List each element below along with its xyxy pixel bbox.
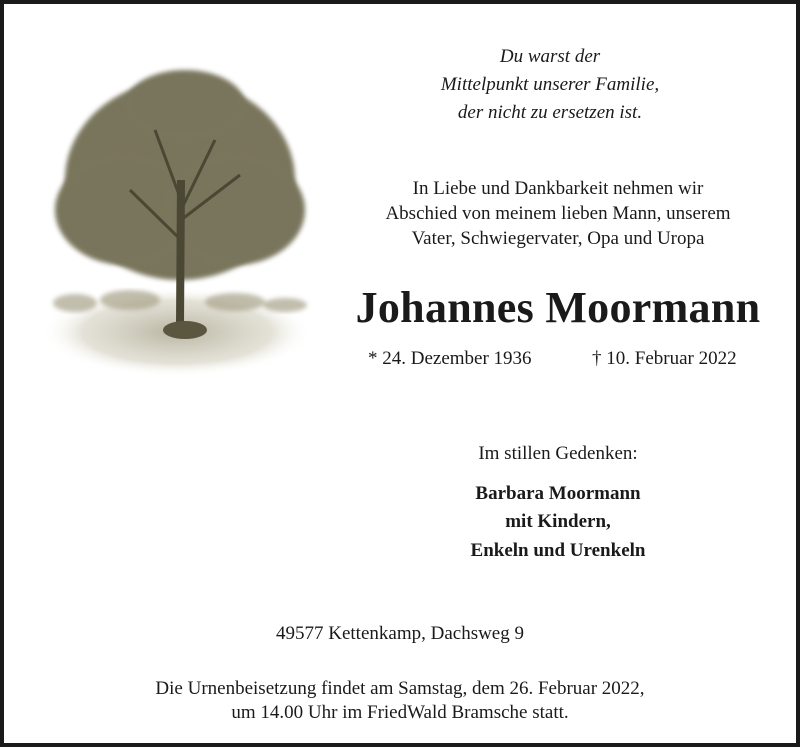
death-date: † 10. Februar 2022	[592, 348, 737, 369]
mourner-line: mit Kindern,	[505, 511, 611, 532]
ceremony-line: Die Urnenbeisetzung findet am Samstag, dem 26. Februar 2022,	[155, 678, 645, 699]
birth-date: * 24. Dezember 1936	[368, 348, 532, 369]
mourner-line: Barbara Moormann	[475, 483, 641, 504]
intro-line: Vater, Schwiegervater, Opa und Uropa	[411, 228, 705, 249]
intro-line: In Liebe und Dankbarkeit nehmen wir	[412, 178, 704, 199]
intro-line: Abschied von meinem lieben Mann, unserem	[385, 203, 731, 224]
mourner-line: Enkeln und Urenkeln	[470, 540, 646, 561]
tree-image	[35, 60, 315, 380]
mourning-label: Im stillen Gedenken:	[478, 443, 638, 464]
address: 49577 Kettenkamp, Dachsweg 9	[276, 623, 524, 644]
verse-line: der nicht zu ersetzen ist.	[457, 102, 643, 123]
ceremony-line: um 14.00 Uhr im FriedWald Bramsche statt.	[231, 702, 569, 723]
deceased-name: Johannes Moormann	[355, 283, 761, 332]
verse-line: Mittelpunkt unserer Familie,	[440, 74, 660, 95]
verse-line: Du warst der	[499, 46, 601, 67]
